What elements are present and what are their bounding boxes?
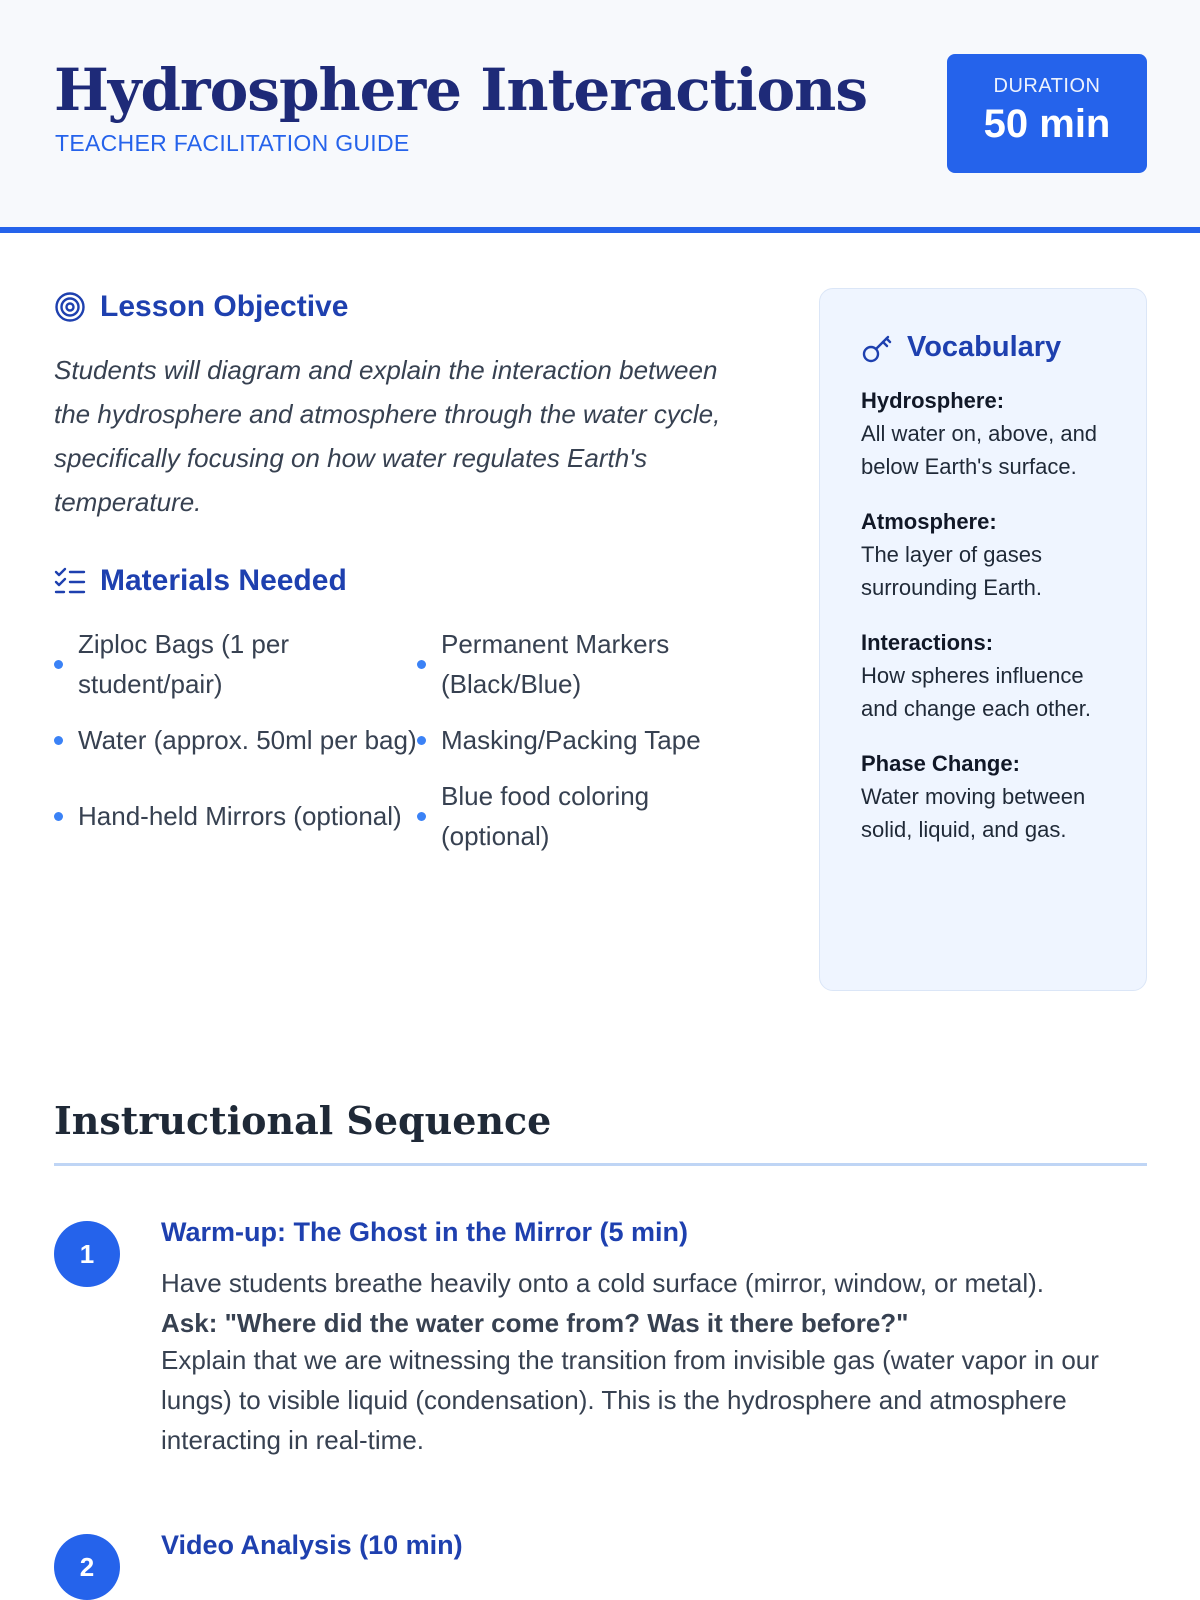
vocab-definition: Water moving between solid, liquid, and gas. — [861, 784, 1086, 842]
section-divider — [54, 1163, 1147, 1166]
vocab-entry — [861, 747, 1106, 846]
vocab-term: Atmosphere: — [861, 509, 997, 534]
material-label: Ziploc Bags (1 per student/pair) — [78, 629, 289, 699]
vocabulary-heading-label: Vocabulary — [907, 331, 1062, 363]
step-title: Warm-up: The Ghost in the Mirror (5 min) — [161, 1217, 688, 1247]
list-item — [54, 720, 417, 760]
step-intro: Have students breathe heavily onto a cold surface (mirror, window, or metal). — [161, 1268, 1044, 1298]
materials-heading — [54, 564, 347, 598]
page-subtitle: TEACHER FACILITATION GUIDE — [55, 130, 410, 156]
checklist-icon — [54, 567, 86, 595]
vocab-definition: How spheres influence and change each other. — [861, 663, 1091, 721]
vocabulary-heading — [861, 331, 1106, 364]
objective-heading — [54, 290, 348, 324]
bullet-icon — [54, 736, 63, 745]
duration-value: 50 min — [983, 102, 1111, 146]
vocab-entry — [861, 384, 1106, 483]
target-icon — [54, 291, 86, 323]
step-title: Video Analysis (10 min) — [161, 1530, 463, 1560]
materials-heading-label: Materials Needed — [100, 564, 347, 597]
bullet-icon — [54, 812, 63, 821]
bullet-icon — [417, 736, 426, 745]
material-label: Permanent Markers (Black/Blue) — [441, 629, 670, 699]
page-header — [0, 0, 1200, 233]
step-number-badge: 1 — [54, 1221, 120, 1287]
material-label: Masking/Packing Tape — [441, 725, 701, 755]
material-label: Hand-held Mirrors (optional) — [78, 801, 402, 831]
key-icon — [861, 332, 893, 364]
bullet-icon — [417, 660, 426, 669]
list-item — [417, 776, 754, 856]
list-item — [417, 624, 754, 704]
materials-list — [54, 624, 754, 856]
step-body — [161, 1530, 1147, 1563]
vocab-entry — [861, 505, 1106, 604]
vocabulary-card — [819, 288, 1147, 991]
bullet-icon — [417, 812, 426, 821]
list-item — [54, 776, 417, 856]
vocab-term: Phase Change: — [861, 751, 1020, 776]
duration-label: DURATION — [993, 75, 1101, 97]
sequence-heading: Instructional Sequence — [54, 1098, 552, 1143]
vocab-term: Interactions: — [861, 630, 994, 655]
list-item — [54, 624, 417, 704]
material-label: Water (approx. 50ml per bag) — [78, 725, 417, 755]
list-item — [417, 720, 754, 760]
step-body — [161, 1217, 1147, 1460]
vocab-entry — [861, 626, 1106, 725]
page-title: Hydrosphere Interactions — [54, 56, 868, 124]
step-question: Ask: "Where did the water come from? Was it there before?" — [161, 1308, 909, 1338]
step-detail: Explain that we are witnessing the transition from invisible gas (water vapor in our lungs) to visible liquid (condensation). This is the hydrosphere and atmosphere interacting in real-time. — [161, 1345, 1099, 1455]
objective-text: Students will diagram and explain the interaction between the hydrosphere and atmosphere through the water cycle, specifically focusing on how water regulates Earth's temperature. — [54, 355, 721, 517]
bullet-icon — [54, 660, 63, 669]
vocab-term: Hydrosphere: — [861, 388, 1005, 413]
duration-badge — [947, 54, 1147, 173]
step-number-badge: 2 — [54, 1534, 120, 1600]
material-label: Blue food coloring (optional) — [441, 781, 650, 851]
vocab-definition: All water on, above, and below Earth's surface. — [861, 421, 1098, 479]
vocab-definition: The layer of gases surrounding Earth. — [861, 542, 1042, 600]
objective-heading-label: Lesson Objective — [100, 290, 349, 323]
